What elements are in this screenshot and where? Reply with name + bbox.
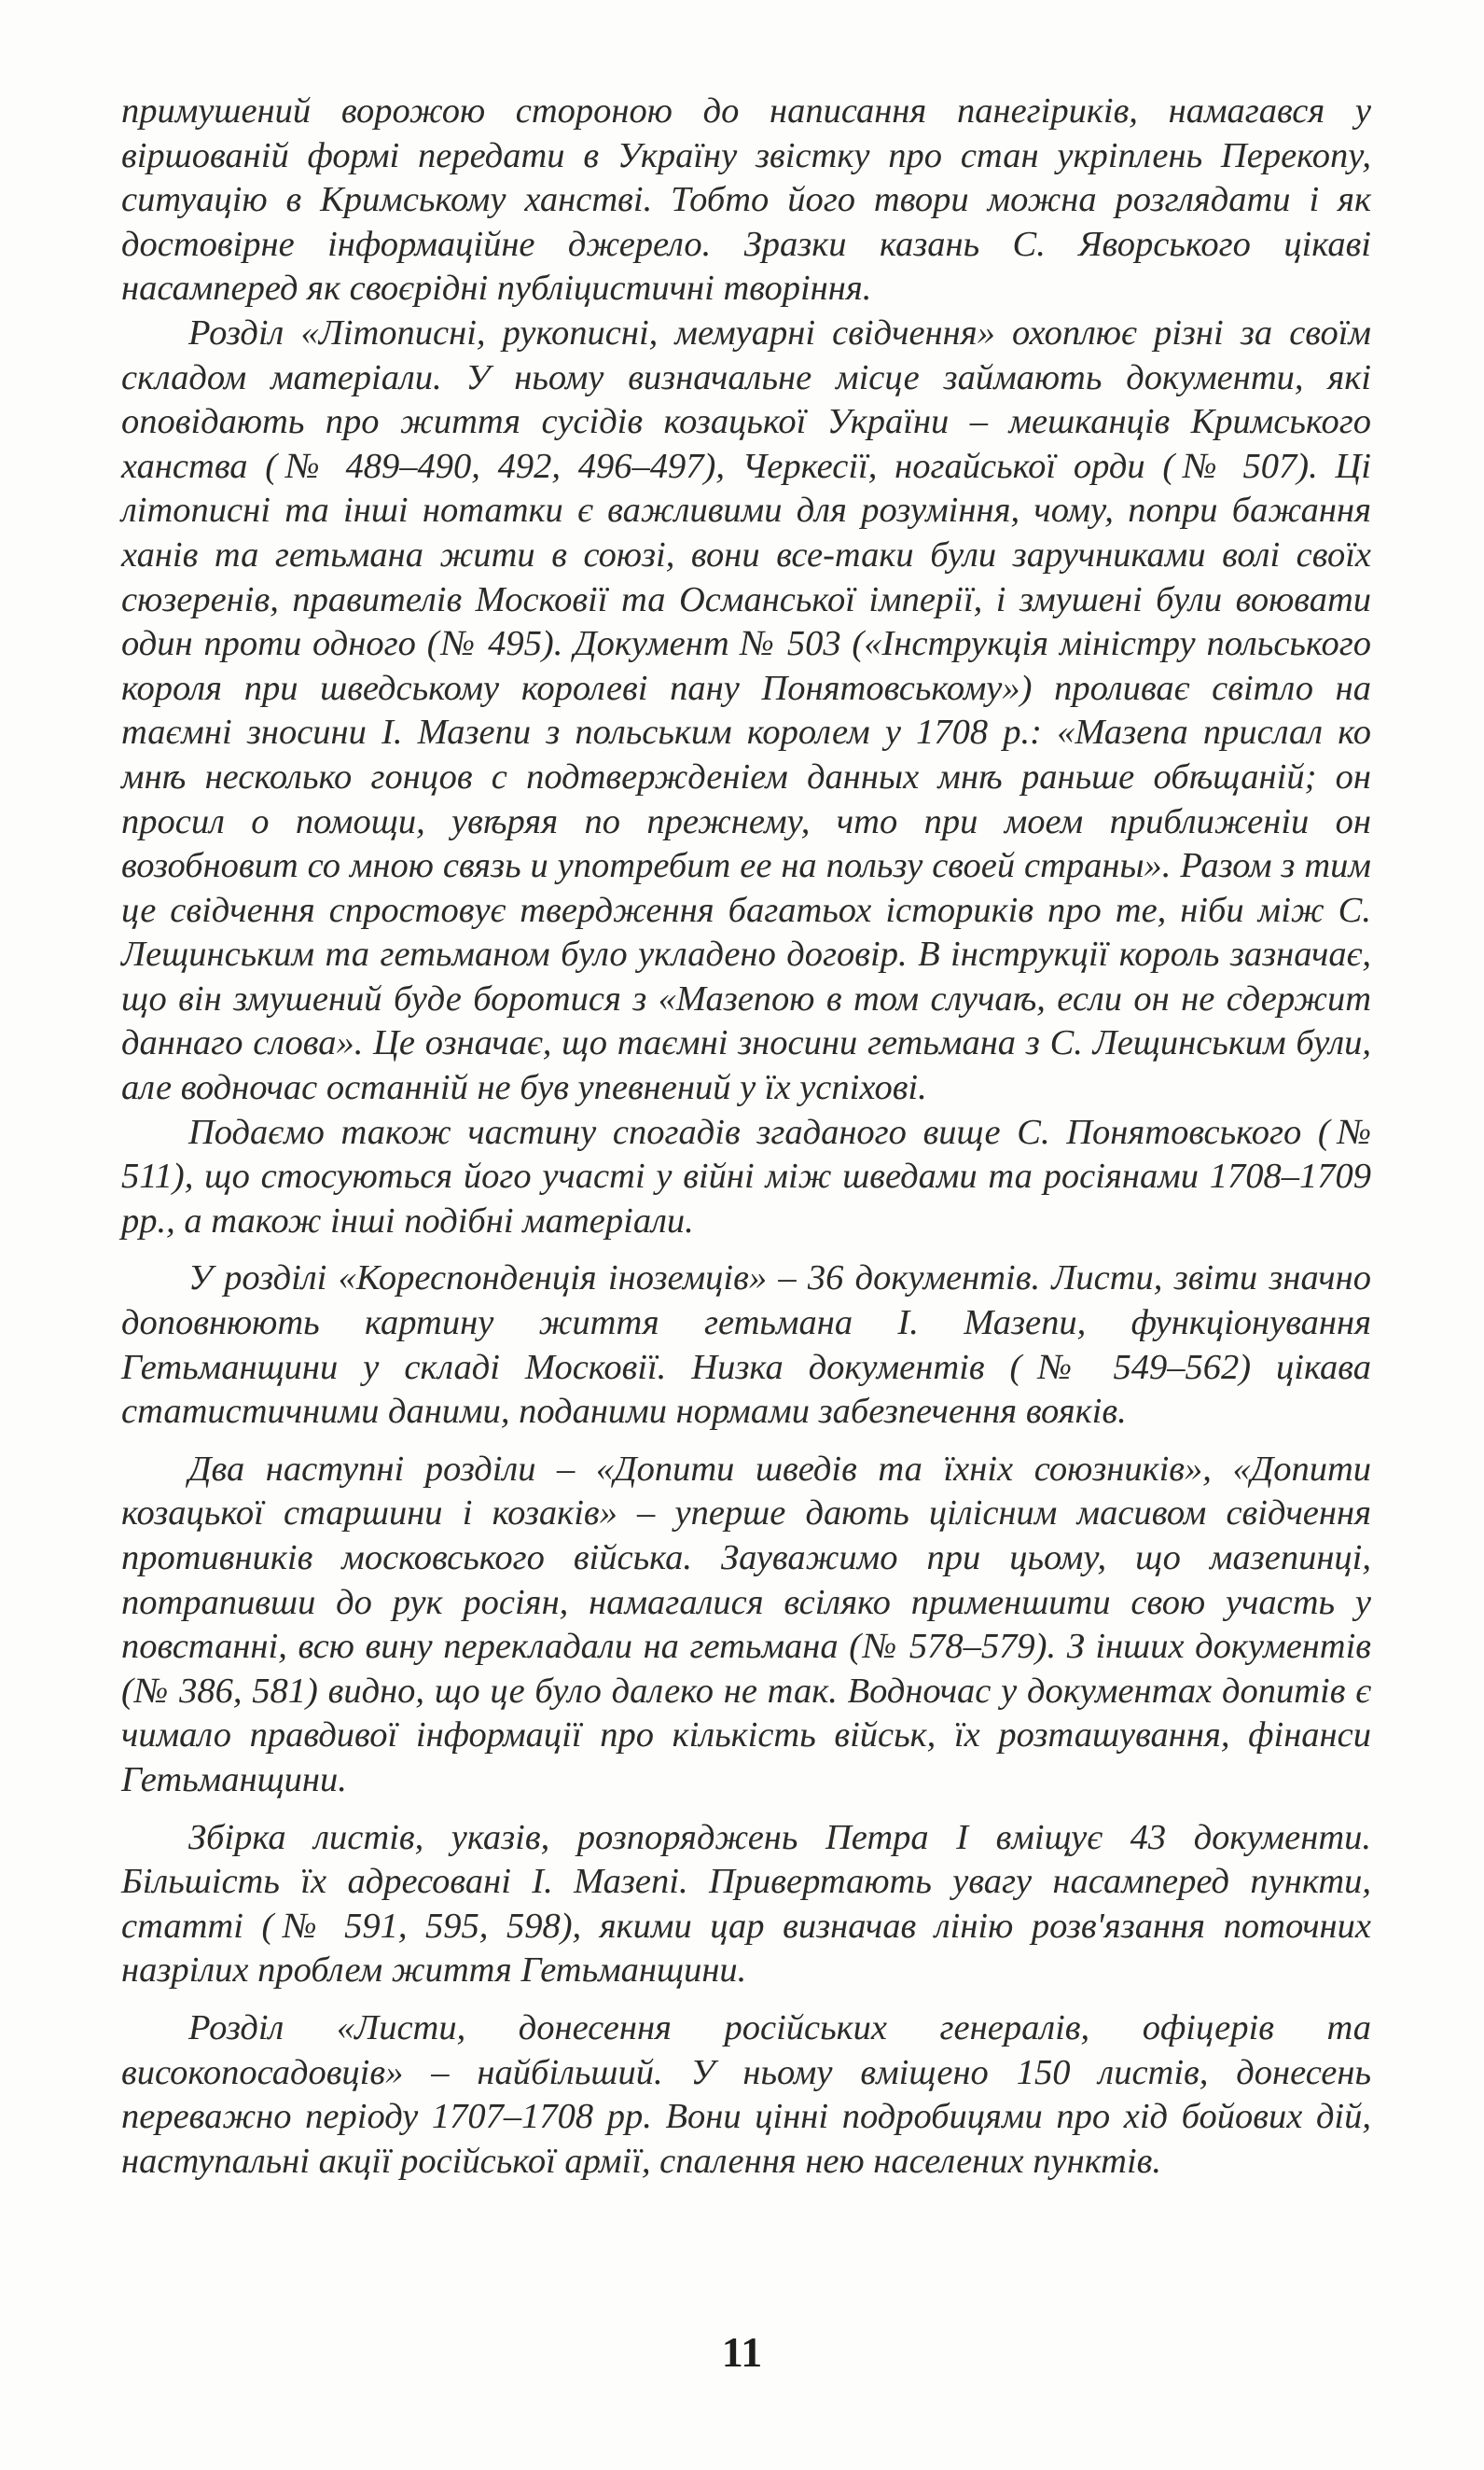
paragraph-peter-letters: Збірка листів, указів, розпоряджень Петра І вміщує 43 документи. Більшість їх адресовані І. Мазепі. Привертають увагу насамперед пункти, статті (№ 591, 595, 598), якими цар визначав лінію розв'язання поточних назрілих проблем життя Гетьманщини.	[121, 1817, 1371, 1991]
paragraph-russian-generals: Розділ «Листи, донесення російських генералів, офіцерів та високопосадовців» – найбільший. У ньому вміщено 150 листів, донесень переважно періоду 1707–1708 рр. Вони цінні подробицями про хід бойових дій, наступальні акції російської армії, спалення нею населених пунктів.	[121, 2007, 1371, 2181]
paragraph-interrogations: Два наступні розділи – «Допити шведів та їхніх союзників», «Допити козацької старшини і козаків» – уперше дають цілісним масивом свідчення противників московського війська. Зауважимо при цьому, що мазепинці, потрапивши до рук росіян, намагалися всіляко применшити свою участь у повстанні, всю вину перекладали на гетьмана (№ 578–579). З інших документів (№ 386, 581) видно, що це було далеко не так. Водночас у документах допитів є чимало правдивої інформації про кількість військ, їх розташування, фінанси Гетьманщини.	[121, 1449, 1371, 1799]
paragraph-poniatowski-memoirs: Подаємо також частину спогадів згаданого вище С. Понятовського (№ 511), що стосуються його участі у війні між шведами та росіянами 1708–1709 рр., а також інші подібні матеріали.	[121, 1112, 1371, 1241]
paragraph-chronicles-section: Розділ «Літописні, рукописні, мемуарні свідчення» охоплює різні за своїм складом матеріали. У ньому визначальне місце займають документи, які оповідають про життя сусідів козацької України – мешканців Кримського ханства (№ 489–490, 492, 496–497), Черкесії, ногайської орди (№ 507). Ці літописні та інші нотатки є важливими для розуміння, чому, попри бажання ханів та гетьмана жити в союзі, вони все-таки були заручниками волі своїх сюзеренів, правителів Московії та Османської імперії, і змушені були воювати один проти одного (№ 495). Документ № 503 («Інструкція міністру польського короля при шведському королеві пану Понятовському») проливає світло на таємні зносини І. Мазепи з польським королем у 1708 р.: «Мазепа прислал ко мнѣ несколько гонцов с подтвержденіем данных мнѣ раньше обѣщаній; он просил о помощи, увѣряя по прежнему, что при моем приближеніи он возобновит со мною связь и употребит ее на пользу своей страны». Разом з тим це свідчення спростовує твердження багатьох істориків про те, ніби між С. Лещинським та гетьманом було укладено договір. В інструкції король зазначає, що він змушений буде боротися з «Мазепою в том случаѣ, если он не сдержит даннаго слова». Це означає, що таємні зносини гетьмана з С. Лещинським були, але водночас останній не був упевнений у їх успіхові.	[121, 312, 1371, 1108]
paragraph-foreign-correspondence: У розділі «Кореспонденція іноземців» – 36 документів. Листи, звіти значно доповнюють картину життя гетьмана І. Мазепи, функціонування Гетьманщини у складі Московії. Низка документів (№ 549–562) цікава статистичними даними, поданими нормами забезпечення вояків.	[121, 1258, 1371, 1432]
body-text	[121, 90, 1371, 2184]
page-number: 11	[721, 2328, 763, 2376]
paragraph-continuation: примушений ворожою стороною до написання панегіриків, намагався у віршованій формі передати в Україну звістку про стан укріплень Перекопу, ситуацію в Кримському ханстві. Тобто його твори можна розглядати і як достовірне інформаційне джерело. Зразки казань С. Яворського цікаві насамперед як своєрідні публіцистичні творіння.	[121, 91, 1371, 309]
